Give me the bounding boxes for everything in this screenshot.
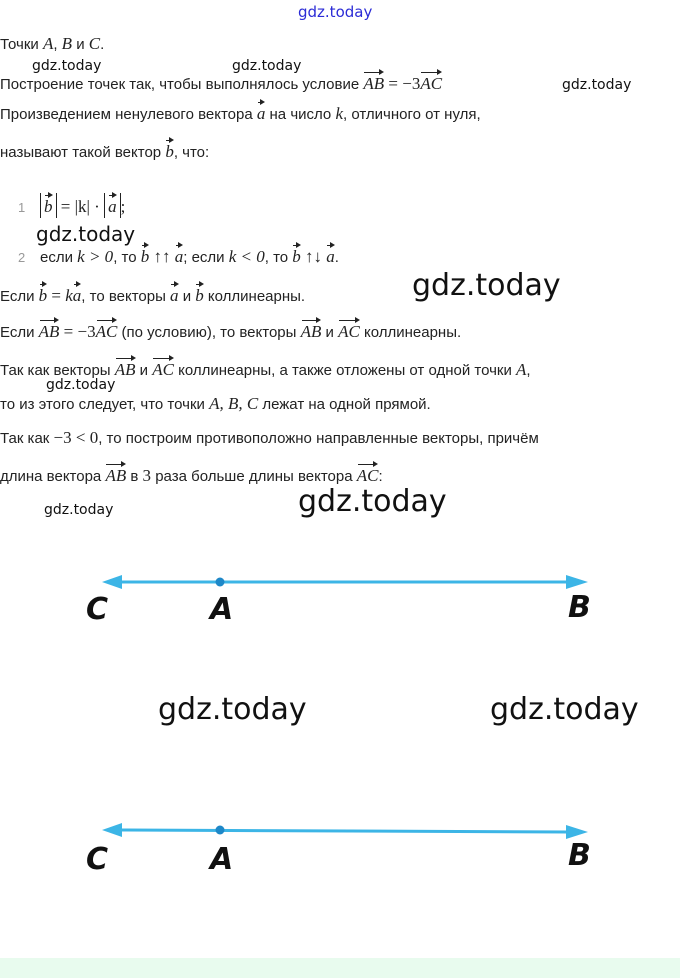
line-cb — [118, 830, 568, 832]
label-c: C — [86, 592, 109, 627]
watermark: gdz.today — [232, 58, 302, 74]
watermark: gdz.today — [44, 502, 114, 518]
vector-ab: AB — [363, 70, 384, 92]
text-line-definition: Произведением ненулевого вектора a на число k, отличного от нуля, — [0, 100, 481, 125]
point-a-dot — [216, 578, 225, 587]
text-line-since: Так как векторы AB и AC коллинеарны, а также отложены от одной точки A, — [0, 356, 531, 381]
label-c: C — [86, 842, 109, 877]
vector-b: b — [165, 138, 174, 160]
vector-ac: AC — [420, 70, 442, 92]
text-line-length: длина вектора AB в 3 раза больше длины вектора AC: — [0, 462, 383, 487]
watermark: gdz.today — [298, 484, 447, 519]
text-line-negative: Так как −3 < 0, то построим противоположно направленные векторы, причём — [0, 428, 539, 447]
arrow-head-b — [566, 575, 588, 589]
watermark: gdz.today — [36, 222, 136, 246]
text-line-condition: Если AB = −3AC (по условию), то векторы AB и AC коллинеарны. — [0, 318, 461, 343]
label-a: A — [210, 842, 234, 877]
text-line-conclusion: то из этого следует, что точки A, B, C лежат на одной прямой. — [0, 394, 431, 413]
point-a-dot — [216, 826, 225, 835]
watermark: gdz.today — [32, 58, 102, 74]
watermark: gdz.today — [562, 77, 632, 93]
arrow-head-c — [102, 823, 122, 837]
list-item: 1 b = |k| · a ; — [18, 193, 125, 218]
label-b: B — [568, 838, 591, 873]
text-line-construction: Построение точек так, чтобы выполнялось условие AB = −3AC — [0, 70, 442, 95]
watermark: gdz.today — [158, 692, 307, 727]
watermark: gdz.today — [490, 692, 639, 727]
text-line-collinear: Если b = ka, то векторы a и b коллинеарны. — [0, 282, 305, 307]
list-item: 2 если k > 0, то b ↑↑ a; если k < 0, то b ↑↓ a. — [18, 243, 339, 268]
footer-bar — [0, 958, 680, 978]
watermark: gdz.today — [46, 377, 116, 393]
watermark-top: gdz.today — [298, 3, 373, 21]
arrow-head-b — [566, 825, 588, 839]
text-line-points: Точки A, B и C. — [0, 34, 105, 53]
text-line-definition-2: называют такой вектор b, что: — [0, 138, 209, 163]
label-a: A — [210, 592, 234, 627]
watermark: gdz.today — [412, 268, 561, 303]
vector-a: a — [257, 100, 266, 122]
label-b: B — [568, 590, 591, 625]
arrow-head-c — [102, 575, 122, 589]
